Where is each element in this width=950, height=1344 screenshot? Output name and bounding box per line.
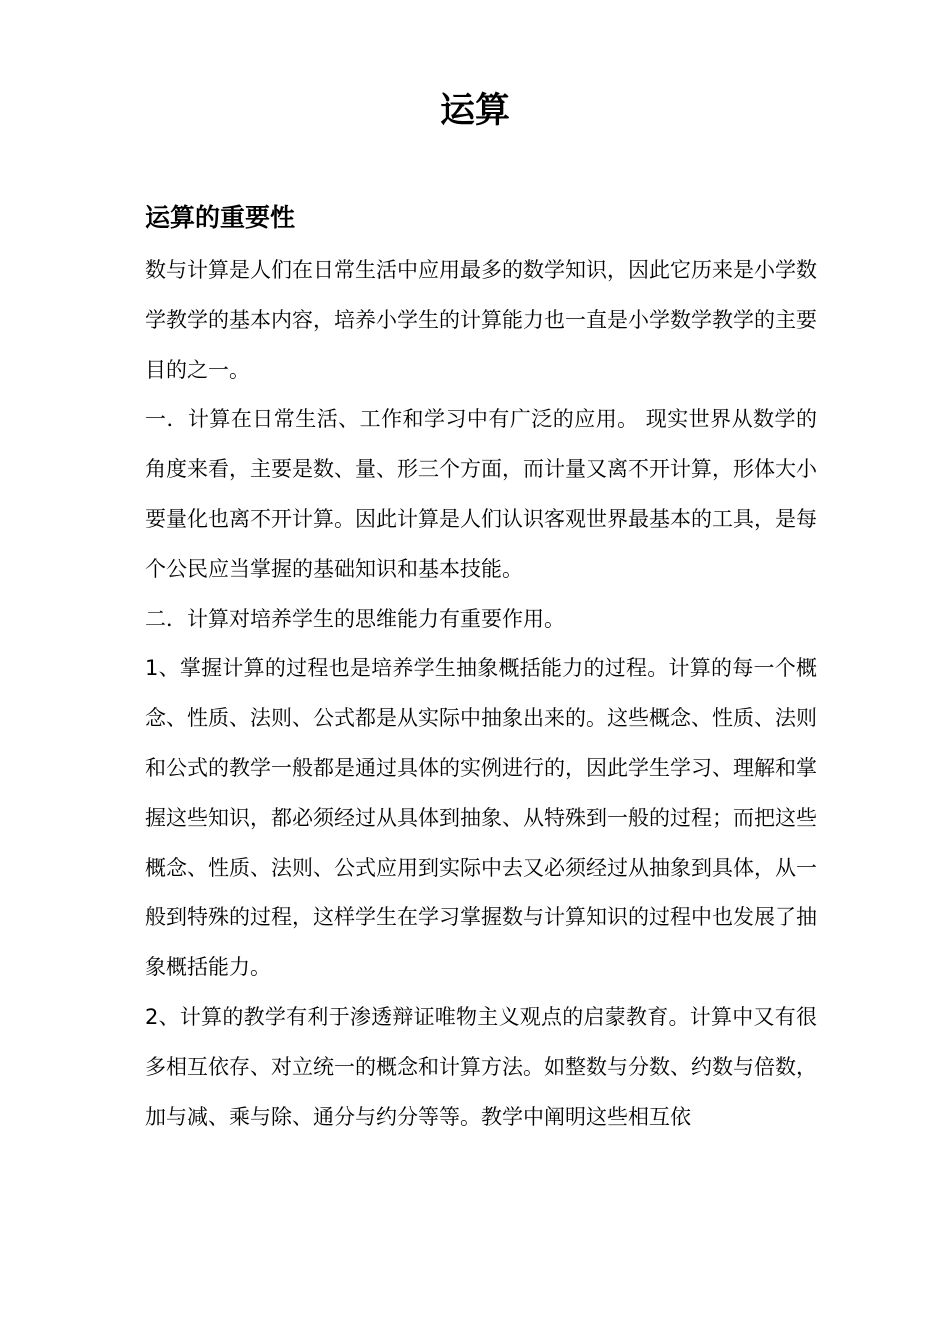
- paragraph-intro: 数与计算是人们在日常生活中应用最多的数学知识，因此它历来是小学数学教学的基本内容，培养小学生的计算能力也一直是小学数学教学的主要目的之一。: [145, 258, 817, 382]
- paragraph-point-two: 二．计算对培养学生的思维能力有重要作用。: [145, 606, 565, 631]
- paragraph-point-one: 一．计算在日常生活、工作和学习中有广泛的应用。 现实世界从数学的角度来看，主要是数、量、形三个方面，而计量又离不开计算，形体大小要量化也离不开计算。因此计算是人们认识客观世界最基本的工具，是每个公民应当掌握的基础知识和基本技能。: [145, 407, 817, 581]
- section-heading: 运算的重要性: [145, 203, 296, 232]
- paragraph-subpoint-two: 2、计算的教学有利于渗透辩证唯物主义观点的启蒙教育。计算中又有很多相互依存、对立统一的概念和计算方法。如整数与分数、约数与倍数，加与减、乘与除、通分与约分等等。教学中阐明这些相互依: [145, 1004, 817, 1129]
- paragraph-subpoint-one: 1、掌握计算的过程也是培养学生抽象概括能力的过程。计算的每一个概念、性质、法则、公式都是从实际中抽象出来的。这些概念、性质、法则和公式的教学一般都是通过具体的实例进行的，因此学生学习、理解和掌握这些知识，都必须经过从具体到抽象、从特殊到一般的过程；而把这些概念、性质、法则、公式应用到实际中去又必须经过从抽象到具体，从一般到特殊的过程，这样学生在学习掌握数与计算知识的过程中也发展了抽象概括能力。: [145, 656, 817, 980]
- document-title: 运算: [439, 91, 510, 131]
- document-body: [145, 246, 817, 1142]
